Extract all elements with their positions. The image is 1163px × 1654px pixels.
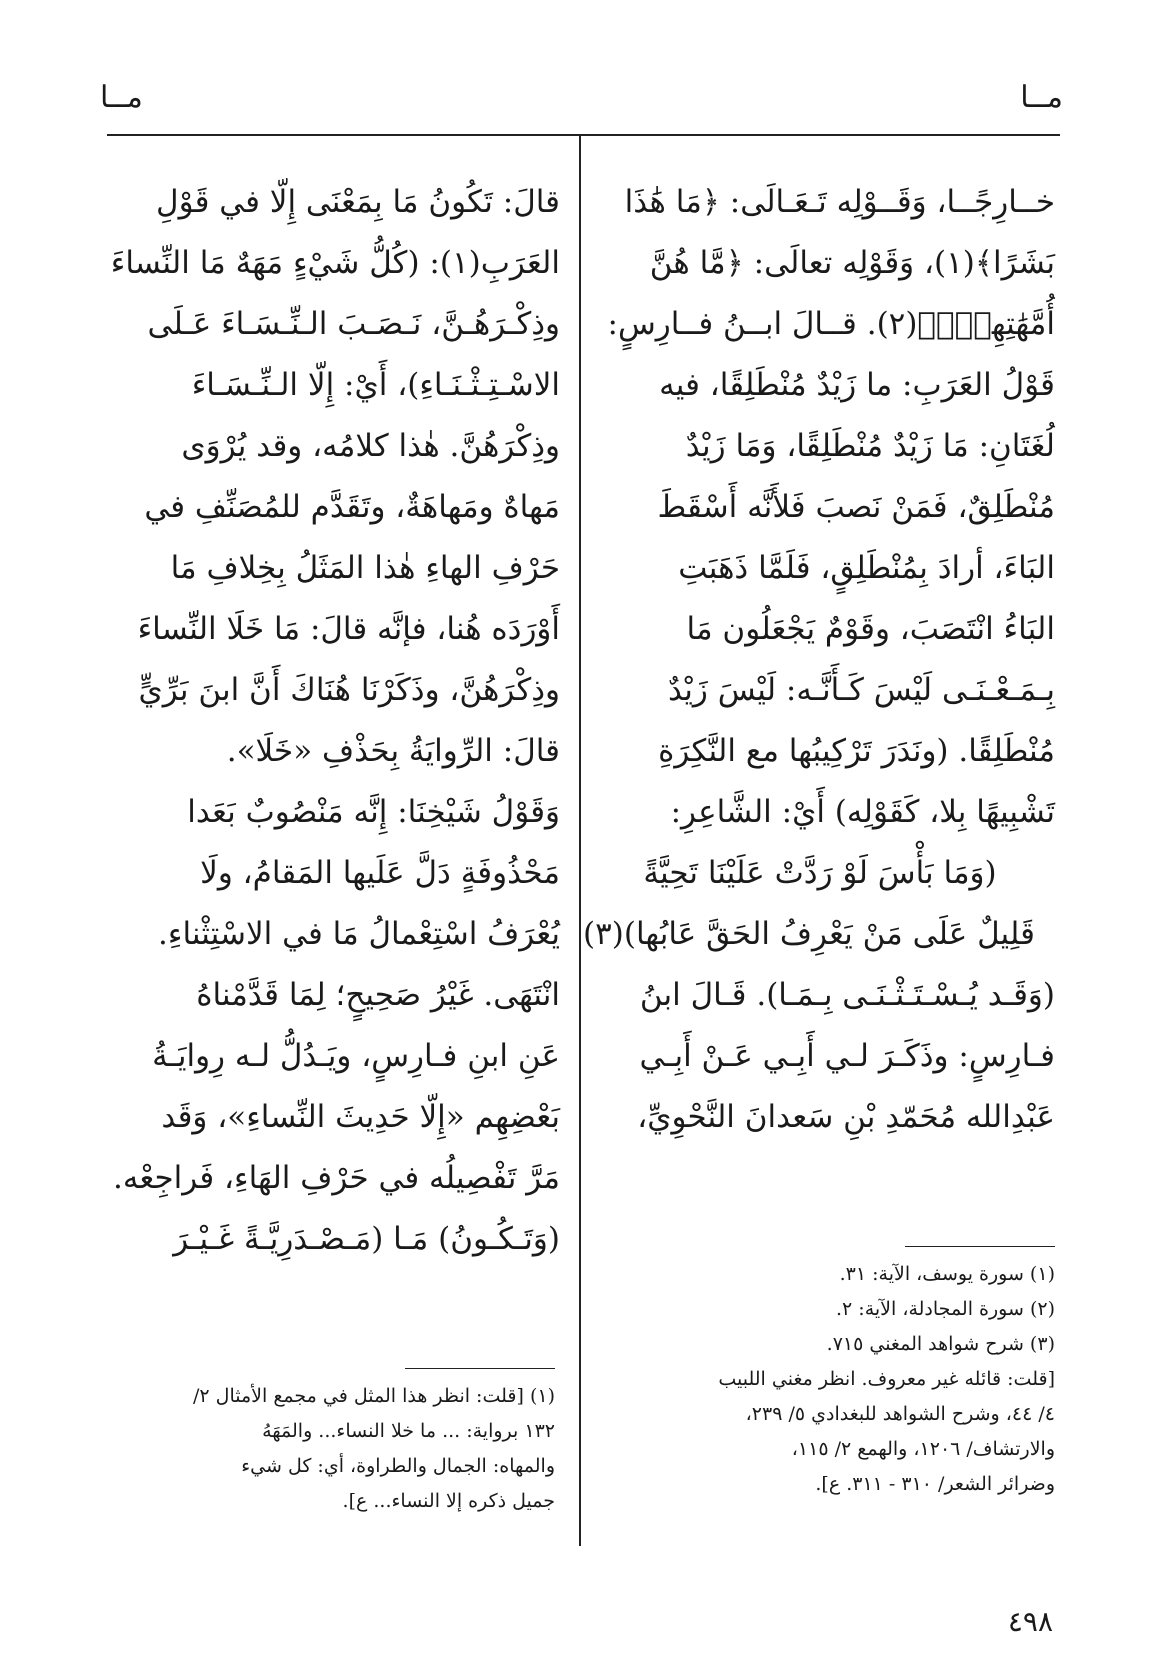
footnote-line: والارتشاف/ ١٢٠٦، والهمع ٢/ ١١٥، [791, 1438, 1055, 1460]
left-column [108, 172, 560, 1270]
text-line: الاسْـتِـثْـنَـاءِ)، أَيْ: إِلّا الـنِّـسَـاءَ [191, 367, 560, 403]
text-line: البَاءُ انْتَصَبَ، وقَوْمٌ يَجْعَلُون مَا [686, 611, 1055, 647]
text-line: قالَ: الرِّوايَةُ بِحَذْفِ «خَلَا». [226, 733, 560, 769]
text-line: وذِكْـرَهُـنَّ، نَـصَـبَ الـنِّـسَـاءَ عَـلَى [147, 306, 560, 342]
text-line: وَقَوْلُ شَيْخِنَا: إِنَّه مَنْصُوبٌ بَعَدا [187, 794, 560, 830]
text-line: بَشَرًا﴾(١)، وَقَوْلِه تعالَى: ﴿مَّا هُنَّ [649, 245, 1055, 281]
text-line: قالَ: تَكُونُ مَا بِمَعْنَى إِلّا في قَوْلِ [156, 184, 560, 220]
running-head-right: مــا [1020, 80, 1063, 115]
footnote-rule-right [905, 1246, 1055, 1247]
footnote-line: ٤/ ٤٤، وشرح الشواهد للبغدادي ٥/ ٢٣٩، [745, 1403, 1055, 1425]
text-line: (وَتَـكُـونُ) مَـا (مَـصْـدَرِيَّـةً غَـيْـرَ [173, 1221, 560, 1257]
text-line: وذِكْرَهُنَّ. هٰذا كلامُه، وقد يُرْوَى [181, 428, 560, 464]
footnote-line: ١٣٢ برواية: ... ما خلا النساء... والمَهَهُ [262, 1420, 555, 1442]
footnote-line: (١) سورة يوسف، الآية: ٣١. [839, 1263, 1055, 1285]
text-line: أَوْرَدَه هُنا، فإنَّه قالَ: مَا خَلَا النِّساءَ [137, 611, 560, 647]
text-line: لُغَتَانِ: مَا زَيْدٌ مُنْطَلِقًا، وَمَا زَيْدٌ [685, 428, 1055, 464]
text-line: بِـمَـعْـنَـى لَيْسَ كَـأَنَّـه: لَيْسَ زَيْدٌ [667, 672, 1055, 708]
running-head-left: مــا [100, 80, 143, 115]
footnote-line: (١) [قلت: انظر هذا المثل في مجمع الأمثال ٢/ [193, 1385, 555, 1407]
text-line: بَعْضِهِم «إِلّا حَدِيثَ النِّساءِ»، وَقَد [161, 1099, 560, 1135]
text-line: البَاءَ، أرادَ بِمُنْطَلِقٍ، فَلَمَّا ذَهَبَتِ [678, 550, 1055, 586]
text-line: أُمَّهَٰتِهِمْۖ﴾(٢). قــالَ ابــنُ فــارِسٍ: [607, 306, 1055, 342]
text-line: (وَقَـد يُـسْـتَـثْـنَـى بِـمَـا). قَـالَ ابنُ [639, 977, 1055, 1013]
text-line: خــارِجًــا، وَقَــوْلِه تَـعَـالَى: ﴿مَا هَٰذَا [624, 184, 1055, 220]
text-line: قَوْلُ العَرَبِ: ما زَيْدٌ مُنْطَلِقًا، فيه [659, 367, 1055, 403]
column-divider [579, 136, 581, 1546]
verse-line: قَلِيلٌ عَلَى مَنْ يَعْرِفُ الحَقَّ عَابُها)(٣) [583, 916, 1035, 952]
text-line: حَرْفِ الهاءِ هٰذا المَثَلُ بِخِلافِ مَا [170, 550, 560, 586]
header-rule [107, 134, 1060, 136]
footnote-line: جميل ذكره إلا النساء... ع]. [342, 1490, 555, 1512]
text-line: عَنِ ابنِ فـارِسٍ، ويَـدُلُّ لـه رِوايَـةُ [152, 1038, 560, 1074]
footnote-line: [قلت: قائله غير معروف. انظر مغني اللبيب [718, 1368, 1055, 1390]
right-column [583, 172, 1055, 1148]
text-line: العَرَبِ(١): (كُلُّ شَيْءٍ مَهَهٌ مَا النِّساءَ [110, 245, 560, 281]
footnotes-left [103, 1379, 555, 1519]
footnote-rule-left [405, 1368, 555, 1369]
text-line: فـارِسٍ: وذَكَـرَ لـي أَبِـي عَـنْ أَبِـي [639, 1038, 1055, 1074]
text-line: انْتَهَى. غَيْرُ صَحِيحٍ؛ لِمَا قَدَّمْناهُ [196, 977, 560, 1013]
footnote-line: والمهاه: الجمال والطراوة، أي: كل شيء [241, 1455, 555, 1477]
page-number: ٤٩٨ [1007, 1605, 1053, 1638]
text-line: تَشْبِيهًا بِلا، كَقَوْلِه) أَيْ: الشَّاعِرِ: [670, 794, 1055, 830]
running-header [0, 70, 1163, 120]
footnotes-right [603, 1257, 1055, 1502]
text-line: يُعْرَفُ اسْتِعْمالُ مَا في الاسْتِثْناءِ. [158, 916, 560, 952]
text-line: مَرَّ تَفْصِيلُه في حَرْفِ الهَاءِ، فَراجِعْه. [113, 1160, 560, 1196]
text-line: عَبْدِالله مُحَمّدِ بْنِ سَعدانَ النَّحْوِيِّ، [637, 1099, 1055, 1135]
text-line: مُنْطَلِقًا. (ونَدَرَ تَرْكِيبُها مع النَّكِرَةِ [658, 733, 1055, 769]
text-line: وذِكْرَهُنَّ، وذَكَرْنَا هُنَاكَ أَنَّ ابنَ بَرِّيٍّ [138, 672, 560, 708]
text-line: مَحْذُوفَةٍ دَلَّ عَلَيها المَقامُ، ولَا [200, 855, 560, 891]
footnote-line: (٣) شرح شواهد المغني ٧١٥. [826, 1333, 1055, 1355]
verse-line: (وَمَا بَأْسَ لَوْ رَدَّتْ عَلَيْنَا تَحِيَّةً [643, 855, 997, 891]
text-line: مَهاهٌ ومَهاهَةٌ، وتَقَدَّم للمُصَنِّفِ في [144, 489, 560, 525]
footnote-line: وضرائر الشعر/ ٣١٠ - ٣١١. ع]. [815, 1473, 1055, 1495]
footnote-line: (٢) سورة المجادلة، الآية: ٢. [835, 1298, 1055, 1320]
text-line: مُنْطَلِقٌ، فَمَنْ نَصبَ فَلأَنَّه أَسْقَطَ [657, 489, 1055, 525]
